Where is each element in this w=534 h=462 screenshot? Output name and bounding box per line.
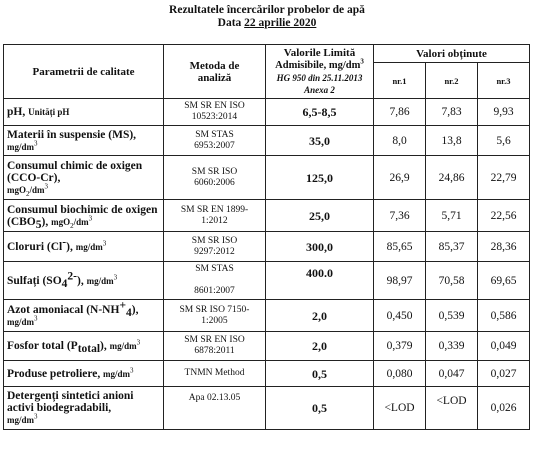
method-cell: SM STAS 8601:2007 [164,262,266,300]
table-row [4,262,530,300]
title-line-2 [0,17,534,30]
value-cell: 8,0 [374,126,426,156]
value-cell: 0,586 [478,300,530,332]
table-row [4,232,530,262]
method-cell: SM SR EN ISO 10523:2014 [164,99,266,126]
value-cell: 0,049 [478,332,530,361]
param-cell: pH, Unități pH [4,99,164,126]
header-limit [266,45,374,99]
value-cell: 9,93 [478,99,530,126]
header-limit-l1: Valorile Limită [283,47,356,59]
limit-cell: 0,5 [266,361,374,387]
param-cell: Fosfor total $(P_{total})$, $mg/dm^3$ [4,332,164,361]
header-method-l2: analiză [197,71,232,84]
header-obtained: Valori obținute [374,45,530,63]
value-cell: 0,026 [478,387,530,430]
value-cell: 0,539 [426,300,478,332]
header-nr3: nr.3 [478,63,530,99]
method-cell: TNMN Method [164,361,266,387]
value-cell: 24,86 [426,156,478,200]
param-cell: Cloruri (Cl-), $mg/dm^3$ [4,232,164,262]
method-cell: SM SR EN ISO 6878:2011 [164,332,266,361]
value-cell: 13,8 [426,126,478,156]
limit-cell: 6,5-8,5 [266,99,374,126]
limit-cell: 0,5 [266,387,374,430]
value-cell: 26,9 [374,156,426,200]
value-cell: 22,79 [478,156,530,200]
value-cell: 0,047 [426,361,478,387]
limit-cell: 2,0 [266,332,374,361]
value-cell: 98,97 [374,262,426,300]
results-table [3,44,530,430]
param-cell: Azot amoniacal $(N-NH^+_4)$, $mg/dm^3$ [4,300,164,332]
param-cell: Consumul chimic de oxigen (CCO-Cr), $mgO_2/dm^3$ [4,156,164,200]
method-cell: Apa 02.13.05 [164,387,266,430]
header-param: Parametrii de calitate [4,45,164,99]
limit-cell: 300,0 [266,232,374,262]
value-cell: 7,83 [426,99,478,126]
value-cell: 69,65 [478,262,530,300]
value-cell: 28,36 [478,232,530,262]
param-cell: Produse petroliere, $mg/dm^3$ [4,361,164,387]
value-cell: 7,86 [374,99,426,126]
header-method-l1: Metoda de [189,59,240,72]
table-row [4,99,530,126]
value-cell: 85,65 [374,232,426,262]
method-cell: SM STAS 6953:2007 [164,126,266,156]
table-row [4,126,530,156]
value-cell: 0,339 [426,332,478,361]
method-cell: SM SR ISO 6060:2006 [164,156,266,200]
table-row [4,361,530,387]
method-cell: SM SR EN 1899- 1:2012 [164,200,266,232]
header-limit-note2: Anexa 2 [304,85,335,95]
header-method [164,45,266,99]
header-row-1 [4,45,530,63]
date-prefix: Data [217,17,245,29]
value-cell: 7,36 [374,200,426,232]
table-row [4,156,530,200]
limit-cell: 400.0 [266,262,374,300]
value-cell: 5,71 [426,200,478,232]
limit-cell: 35,0 [266,126,374,156]
table-row [4,387,530,430]
param-cell: Detergenți sintetici anioni activi biodegradabili, $mg/dm^3$ [4,387,164,430]
value-cell: 0,379 [374,332,426,361]
header-limit-note1: HG 950 din 25.11.2013 [276,73,363,83]
header-limit-sup: 3 [360,57,364,66]
header-nr1: nr.1 [374,63,426,99]
header-nr2: nr.2 [426,63,478,99]
date-value: 22 aprilie 2020 [244,17,317,29]
param-cell: Sulfați $(SO_4^{2-})$, $mg/dm^3$ [4,262,164,300]
method-cell: SM SR ISO 7150- 1:2005 [164,300,266,332]
limit-cell: 125,0 [266,156,374,200]
value-cell: 0,027 [478,361,530,387]
method-cell: SM SR ISO 9297:2012 [164,232,266,262]
value-cell: 5,6 [478,126,530,156]
value-cell: <LOD [426,387,478,430]
value-cell: 0,450 [374,300,426,332]
limit-cell: 2,0 [266,300,374,332]
value-cell: 0,080 [374,361,426,387]
limit-cell: 25,0 [266,200,374,232]
value-cell: 22,56 [478,200,530,232]
value-cell: <LOD [374,387,426,430]
param-cell: Materii în suspensie (MS), $mg/dm^3$ [4,126,164,156]
value-cell: 85,37 [426,232,478,262]
table-row [4,332,530,361]
param-cell: Consumul biochimic de oxigen $(CBO_5)$, $mgO_2/dm^3$ [4,200,164,232]
document-title [0,0,534,30]
table-row [4,200,530,232]
table-row [4,300,530,332]
header-limit-l2: Admisibile, mg/dm [275,60,361,71]
value-cell: 70,58 [426,262,478,300]
title-line-1: Rezultatele încercărilor probelor de apă [169,4,365,16]
